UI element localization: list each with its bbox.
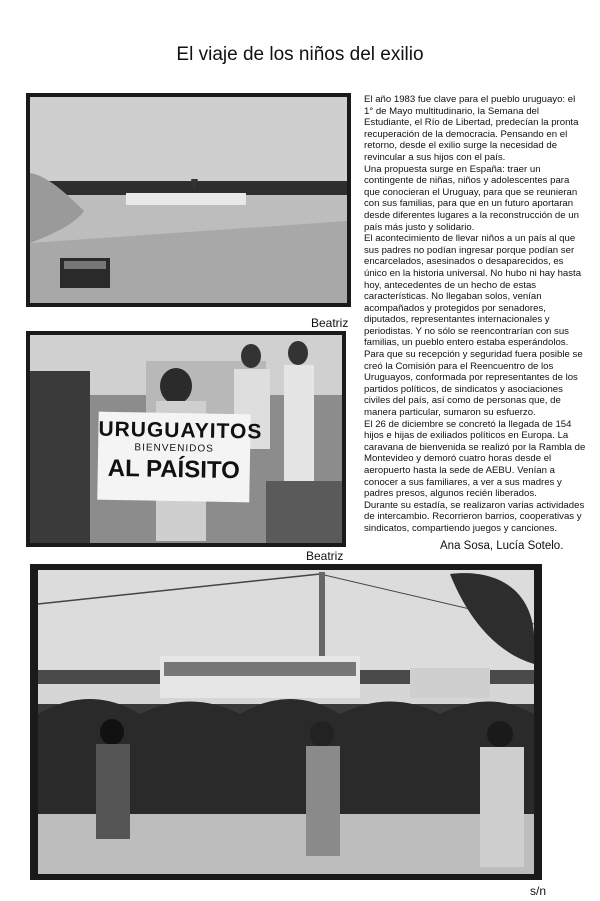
welcome-sign — [97, 412, 263, 503]
photo-credit-3: s/n — [530, 884, 547, 898]
page-title: El viaje de los niños del exilio — [176, 44, 424, 65]
article-body — [364, 94, 586, 535]
sign-line-3: AL PAÍSITO — [107, 454, 241, 485]
airport-photo — [26, 93, 351, 307]
paragraph: El 26 de diciembre se concretó la llegada de 154 hijos e hijas de exiliados políticos en Europa. La caravana de bienvenida se realizó por la Rambla de Montevideo y demoró cuatro horas desde el aeropuerto hasta la sede de AEBU. Venían a conocer a sus familiares, a ver a sus madres y padres presos, algunos recién liberados. — [364, 418, 586, 500]
author-signature: Ana Sosa, Lucía Sotelo. — [440, 540, 564, 552]
paragraph: Una propuesta surge en España: traer un contingente de niñas, niños y adolescentes para que conocieran el Uruguay, para que se reunieran con sus familias, para que en un futuro aportaran desde diferentes lugares a la reconstrucción de un país más justo y solidario. — [364, 163, 579, 233]
sign-line-1: URUGUAYITOS — [98, 417, 263, 444]
paragraph: Para que su recepción y seguridad fuera posible se creó la Comisión para el Reencuentro de los Uruguayos, conformada por representantes de los partidos políticos, de sindicatos y asociaciones civiles del país, así como de personas que, de manera particular, sumaron su esfuerzo. — [364, 349, 583, 419]
welcome-sign-photo — [26, 331, 346, 547]
paragraph: El acontecimiento de llevar niños a un país al que sus padres no podían ingresar porque podían ser encarcelados, asesinados o desaparecidos, es único en la historia universal. No hubo ni hay hasta hoy, antecedentes de un hecho de estas características. No llegaban solos, venían acompañados y protegidos por senadores, diputados, representantes internacionales y periodistas. Y no sólo se reencontrarían con sus familias, un pueblo entero estaba esperándolos. — [364, 233, 582, 349]
photo-credit-2: Beatriz — [306, 549, 344, 563]
photo-credit-1: Beatriz — [311, 316, 349, 330]
bus-crowd-photo — [30, 564, 542, 880]
paragraph: El año 1983 fue clave para el pueblo uruguayo: el 1° de Mayo multitudinario, la Semana del Estudiante, el Río de Libertad, predecían la pronta recuperación de la democracia. Pensando en el retorno, desde el exilio surge la necesidad de revincular a sus hijos con el país. — [364, 94, 579, 163]
paragraph: Durante su estadía, se realizaron varias actividades de intercambio. Recorrieron barrios, cooperativas y sindicatos, compartiendo juegos y canciones. — [364, 499, 585, 534]
sign-line-2: BIENVENIDOS — [134, 442, 214, 455]
